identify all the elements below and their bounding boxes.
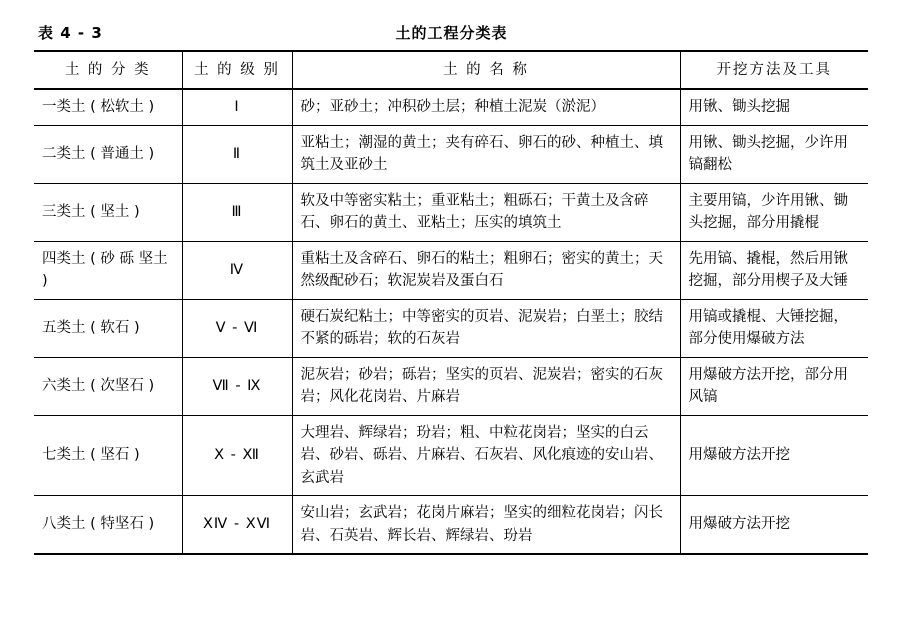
cell-category: 八类土 ( 特坚石 )	[34, 496, 182, 554]
cell-method: 用爆破方法开挖，部分用风镐	[680, 357, 868, 415]
table-row	[34, 183, 868, 241]
table-row	[34, 496, 868, 554]
cell-category: 五类土 ( 软石 )	[34, 299, 182, 357]
table-row	[34, 125, 868, 183]
cell-category: 三类土 ( 坚土 )	[34, 183, 182, 241]
cell-grade: Ⅰ	[182, 89, 292, 125]
cell-method: 主要用镐，少许用锹、锄头挖掘，部分用撬棍	[680, 183, 868, 241]
soil-classification-table	[34, 50, 868, 555]
cell-name: 大理岩、辉绿岩；玢岩；粗、中粒花岗岩；坚实的白云岩、砂岩、砾岩、片麻岩、石灰岩、风化痕迹的安山岩、玄武岩	[292, 415, 680, 495]
cell-category: 一类土 ( 松软土 )	[34, 89, 182, 125]
cell-name: 泥灰岩；砂岩；砾岩；坚实的页岩、泥炭岩；密实的石灰岩；风化花岗岩、片麻岩	[292, 357, 680, 415]
cell-method: 用爆破方法开挖	[680, 415, 868, 495]
cell-method: 用锹、锄头挖掘，少许用镐翻松	[680, 125, 868, 183]
table-header-row	[34, 51, 868, 89]
cell-name: 软及中等密实粘土；重亚粘土；粗砾石；干黄土及含碎石、卵石的黄土、亚粘土；压实的填筑土	[292, 183, 680, 241]
table-row	[34, 89, 868, 125]
column-header-grade: 土 的 级 别	[182, 51, 292, 89]
cell-category: 四类土 ( 砂 砾 坚土 )	[34, 241, 182, 299]
table-row	[34, 357, 868, 415]
cell-name: 砂；亚砂土；冲积砂土层；种植土泥炭（淤泥）	[292, 89, 680, 125]
cell-name: 硬石炭纪粘土；中等密实的页岩、泥炭岩；白垩土；胶结不紧的砾岩；软的石灰岩	[292, 299, 680, 357]
column-header-method: 开挖方法及工具	[680, 51, 868, 89]
cell-grade: Ⅳ	[182, 241, 292, 299]
table-number: 表 4 - 3	[38, 24, 103, 42]
cell-method: 用锹、锄头挖掘	[680, 89, 868, 125]
cell-method: 先用镐、撬棍，然后用锹挖掘，部分用楔子及大锤	[680, 241, 868, 299]
cell-category: 六类土 ( 次坚石 )	[34, 357, 182, 415]
column-header-category: 土 的 分 类	[34, 51, 182, 89]
cell-name: 安山岩；玄武岩；花岗片麻岩；坚实的细粒花岗岩；闪长岩、石英岩、辉长岩、辉绿岩、玢岩	[292, 496, 680, 554]
cell-method: 用镐或撬棍、大锤挖掘，部分使用爆破方法	[680, 299, 868, 357]
column-header-name: 土 的 名 称	[292, 51, 680, 89]
table-row	[34, 299, 868, 357]
cell-category: 七类土 ( 坚石 )	[34, 415, 182, 495]
cell-grade: ⅩⅣ - ⅩⅥ	[182, 496, 292, 554]
cell-name: 亚粘土；潮湿的黄土；夹有碎石、卵石的砂、种植土、填筑土及亚砂土	[292, 125, 680, 183]
table-row	[34, 415, 868, 495]
cell-grade: Ⅱ	[182, 125, 292, 183]
table-row	[34, 241, 868, 299]
cell-grade: Ⅲ	[182, 183, 292, 241]
cell-name: 重粘土及含碎石、卵石的粘土；粗卵石；密实的黄土；天然级配砂石；软泥炭岩及蛋白石	[292, 241, 680, 299]
cell-grade: Ⅶ - Ⅸ	[182, 357, 292, 415]
table-caption	[34, 22, 869, 48]
cell-grade: Ⅴ - Ⅵ	[182, 299, 292, 357]
cell-grade: Ⅹ - Ⅻ	[182, 415, 292, 495]
cell-method: 用爆破方法开挖	[680, 496, 868, 554]
cell-category: 二类土 ( 普通土 )	[34, 125, 182, 183]
page-title: 土的工程分类表	[395, 24, 508, 42]
